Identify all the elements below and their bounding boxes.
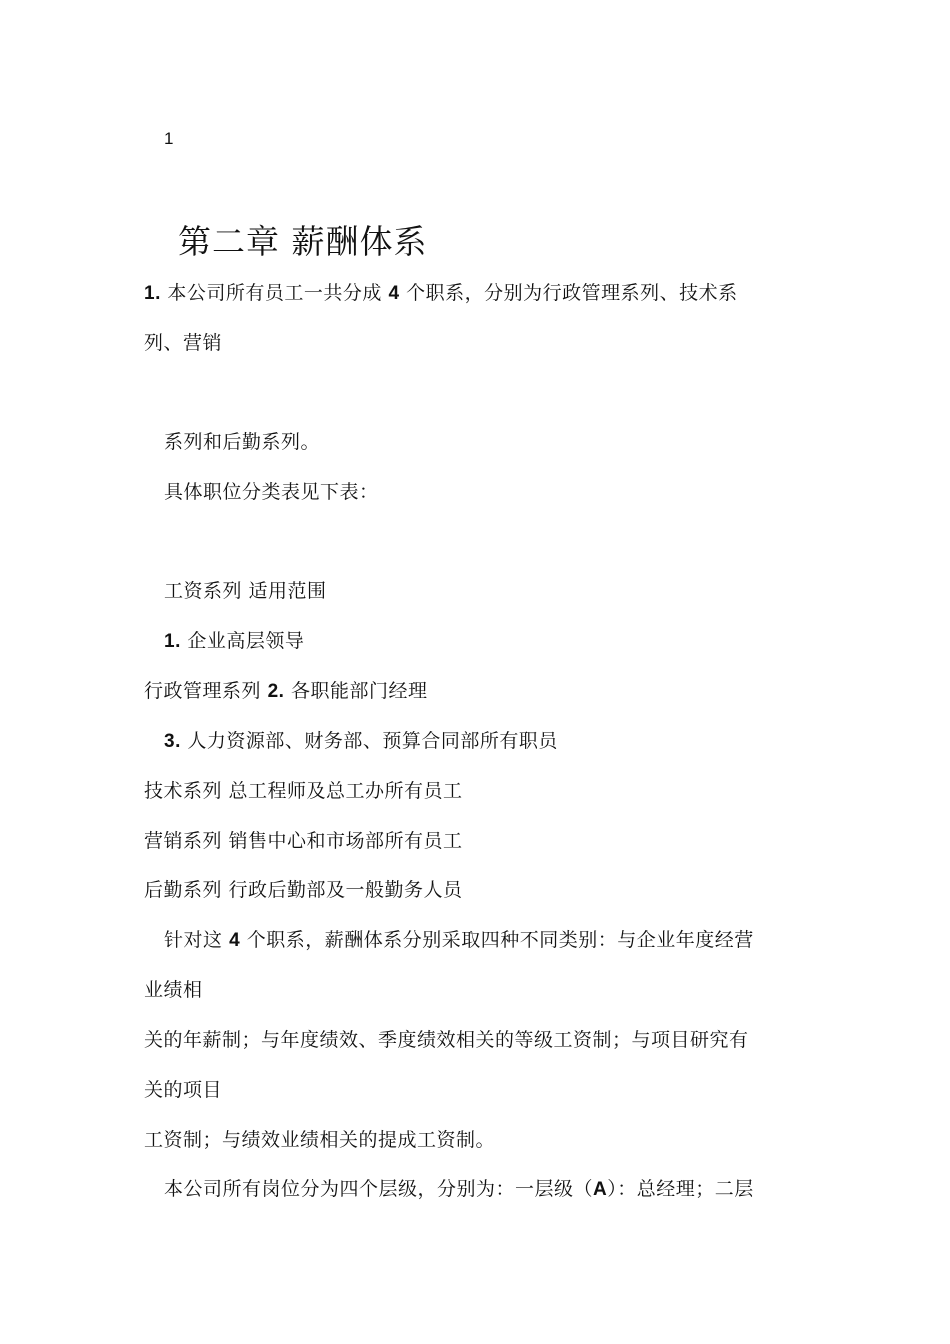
- paragraph-line: 业绩相: [144, 979, 203, 1001]
- series-name: 行政管理系列: [144, 680, 262, 702]
- paragraph-line: 关的年薪制；与年度绩效、季度绩效相关的等级工资制；与项目研究有: [144, 1029, 749, 1051]
- text: 针对这: [164, 929, 223, 951]
- paragraph-line: 系列和后勤系列。: [164, 431, 321, 453]
- paragraph-line: 工资制；与绩效业绩相关的提成工资制。: [144, 1129, 496, 1151]
- text: 个职系，分别为行政管理系列、技术系: [406, 282, 738, 304]
- table-row: 营销系列 销售中心和市场部所有员工: [144, 830, 463, 852]
- table-row: [164, 726, 558, 753]
- table-row: 后勤系列 行政后勤部及一般勤务人员: [144, 879, 463, 901]
- table-row: [144, 676, 427, 703]
- table-row: 技术系列 总工程师及总工办所有员工: [144, 780, 463, 802]
- table-row: [164, 626, 304, 653]
- text: 本公司所有员工一共分成: [167, 282, 382, 304]
- number: 4: [229, 930, 241, 951]
- table-header: 工资系列 适用范围: [164, 580, 327, 602]
- text: 个职系，薪酬体系分别采取四种不同类别：与企业年度经营: [246, 929, 754, 951]
- list-number: 1.: [164, 631, 181, 652]
- paragraph-line: 关的项目: [144, 1079, 223, 1101]
- text: ）：总经理；二层: [607, 1178, 754, 1200]
- number: 4: [388, 283, 400, 304]
- page-number: 1: [164, 129, 174, 148]
- paragraph-line: [144, 278, 738, 305]
- chapter-title: 第二章 薪酬体系: [178, 222, 428, 261]
- list-number: 1.: [144, 283, 161, 304]
- grade-letter: A: [593, 1179, 608, 1200]
- paragraph-line: 列、营销: [144, 332, 223, 354]
- list-number: 3.: [164, 731, 181, 752]
- paragraph-line: [164, 1174, 754, 1201]
- text: 本公司所有岗位分为四个层级，分别为：一层级（: [164, 1178, 594, 1200]
- text: 人力资源部、财务部、预算合同部所有职员: [187, 730, 558, 752]
- paragraph-line: 具体职位分类表见下表：: [164, 481, 379, 503]
- text: 企业高层领导: [187, 630, 305, 652]
- paragraph-line: [164, 925, 754, 952]
- list-number: 2.: [267, 681, 285, 702]
- text: 各职能部门经理: [290, 680, 428, 702]
